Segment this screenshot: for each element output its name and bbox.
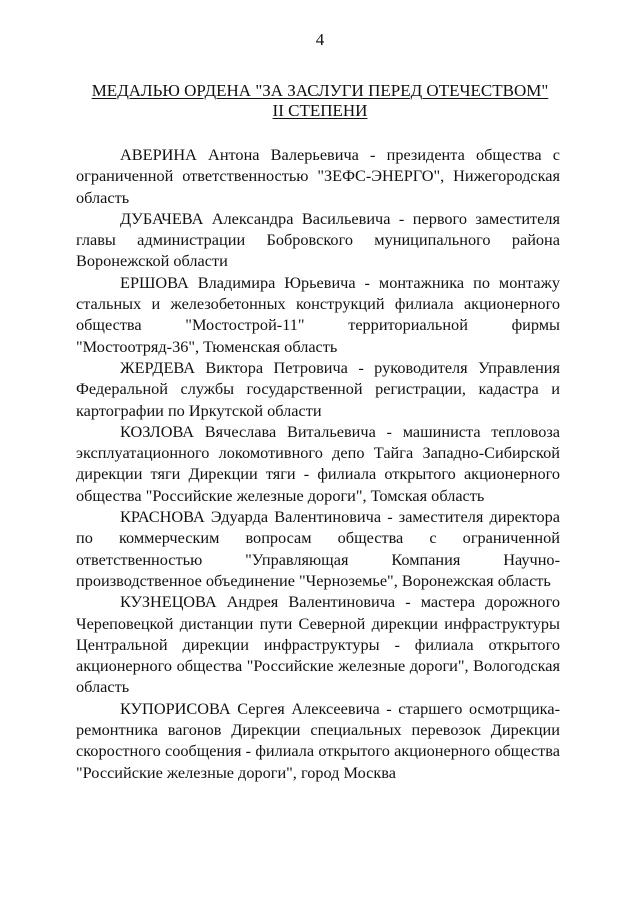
award-entry-kuporisov: КУПОРИСОВА Сергея Алексеевича - старшего осмотрщика-ремонтника вагонов Дирекции специальных перевозок Дирекции скоростного сообщения - филиала открытого акционерного общества "Российские железные дороги", город Москва <box>76 698 560 782</box>
award-entry-ershov: ЕРШОВА Владимира Юрьевича - монтажника по монтажу стальных и железобетонных конструкций филиала акционерного общества "Мостострой-11" территориальной фирмы "Мостоотряд-36", Тюменская область <box>76 272 560 356</box>
award-list <box>76 144 560 783</box>
page-number: 4 <box>315 30 325 49</box>
heading-line-2-row <box>60 101 580 121</box>
award-entry-dubachev: ДУБАЧЕВА Александра Васильевича - первого заместителя главы администрации Бобровского муниципального района Воронежской области <box>76 208 560 271</box>
heading-line-2: II СТЕПЕНИ <box>272 101 368 120</box>
heading-line-1: МЕДАЛЬЮ ОРДЕНА "ЗА ЗАСЛУГИ ПЕРЕД ОТЕЧЕСТВОМ" <box>91 81 549 100</box>
award-entry-averin: АВЕРИНА Антона Валерьевича - президента общества с ограниченной ответственностью "ЗЕФС-ЭНЕРГО", Нижегородская область <box>76 145 560 207</box>
section-heading <box>60 81 580 121</box>
award-entry-kozlov: КОЗЛОВА Вячеслава Витальевича - машиниста тепловоза эксплуатационного локомотивного депо Тайга Западно-Сибирской дирекции тяги Дирекции тяги - филиала открытого акционерного общества "Российские железные дороги", Томская область <box>76 421 560 505</box>
award-entry-zherdev: ЖЕРДЕВА Виктора Петровича - руководителя Управления Федеральной службы государственной регистрации, кадастра и картографии по Иркутской области <box>76 357 560 420</box>
heading-line-1-row <box>60 81 580 101</box>
award-entry-kuznetsov: КУЗНЕЦОВА Андрея Валентиновича - мастера дорожного Череповецкой дистанции пути Северной дирекции инфраструктуры Центральной дирекции инфраструктуры - филиала открытого акционерного общества "Российские железные дороги", Вологодская область <box>76 592 560 697</box>
award-entry-krasnov: КРАСНОВА Эдуарда Валентиновича - заместителя директора по коммерческим вопросам общества с ограниченной ответственностью "Управляющая Компания Научно-производственное объединение "Черноземье", Воронежская область <box>76 507 560 590</box>
